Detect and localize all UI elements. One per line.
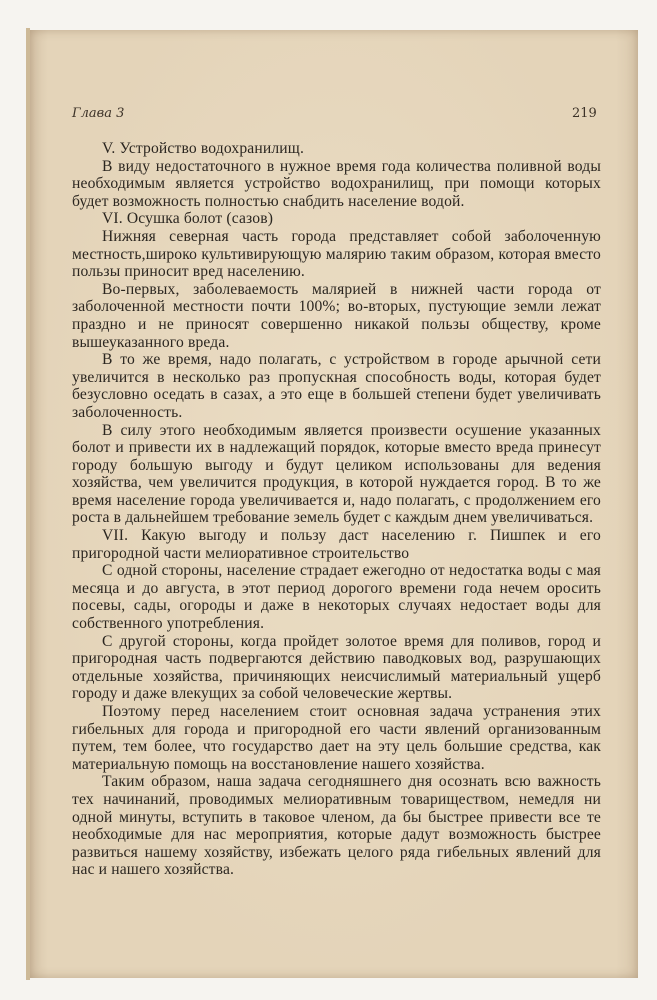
paragraph: С одной стороны, население страдает ежегодно от недостатка воды с мая месяца и до августа, в этот период дорогого времени года нечем оросить посевы, сады, огороды и даже в некоторых случаях недостает воды для собственного употребления. <box>72 562 601 633</box>
paragraph: В виду недостаточного в нужное время года количества поливной воды необходимым является устройство водохранилищ, при помощи которых будет возможность полностью снабдить население водой. <box>72 157 601 210</box>
paragraph: Нижняя северная часть города представляет собой заболоченную местность,широко культивирующую малярию таким образом, которая вместо пользы приносит вред населению. <box>72 227 601 281</box>
paragraph: В силу этого необходимым является произвести осушение указанных болот и привести их в надлежащий порядок, которые вместо вреда принесут городу большую выгоду и будут целиком использованы для ведения хозяйства, чем увеличится продукция, в которой нуждается город. В то же время население города увеличивается и, надо полагать, с продолжением его роста в дальнейшем требование земель будет с каждым днем увеличиваться. <box>72 421 601 527</box>
paragraph: Таким образом, наша задача сегодняшнего дня осознать всю важность тех начинаний, проводимых мелиоративным товариществом, немедля ни одной минуты, вступить в таковое членом, да бы быстрее привести все те необходимые для нас мероприятия, которые дадут возможность быстрее развиться нашему хозяйству, избежать целого ряда гибельных явлений для нас и нашего хозяйства. <box>72 773 601 879</box>
section-heading-v: V. Устройство водохранилищ. <box>102 140 305 157</box>
page-body <box>72 140 601 879</box>
paragraph: С другой стороны, когда пройдет золотое время для поливов, город и пригородная часть подвергаются действию паводковых вод, разрушающих отдельные хозяйства, причиняющих неисчислимый материальный ущерб городу и даже влекущих за собой человеческие жертвы. <box>72 632 601 703</box>
section-heading-vi: VI. Осушка болот (сазов) <box>102 210 274 228</box>
paragraph: В то же время, надо полагать, с устройством в городе арычной сети увеличится в несколько раз пропускная способность воды, которая будет безусловно оседать в сазах, а это еще в большей степени будет увеличивать заболоченность. <box>72 351 601 421</box>
page-number: 219 <box>572 106 597 121</box>
section-heading-vii: VII. Какую выгоду и пользу даст населению г. Пишпек и его пригородной части мелиоративное строительство <box>72 527 601 562</box>
paragraph: Во-первых, заболеваемость малярией в нижней части города от заболоченной местности почти 100%; во-вторых, пустующие земли лежат праздно и не приносят совершенно никакой пользы обществу, кроме вышеуказанного вреда. <box>72 280 601 351</box>
paragraph: Поэтому перед населением стоит основная задача устранения этих гибельных для города и пригородной его части явлений организованным путем, тем более, что государство дает на эту цель большие средства, как материальную помощь на восстановление нашего хозяйства. <box>72 703 601 773</box>
chapter-label: Глава 3 <box>72 106 125 121</box>
